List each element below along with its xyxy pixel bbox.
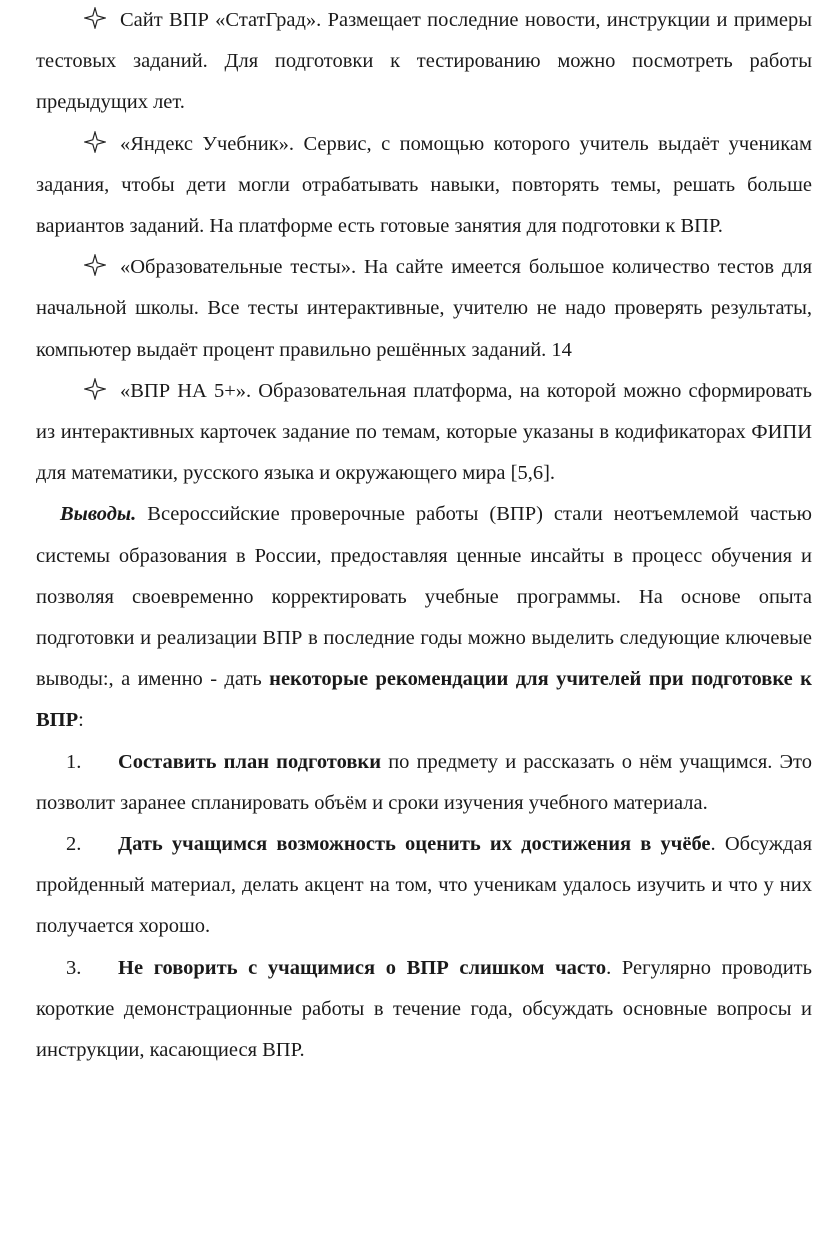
bullet-text: «ВПР НА 5+». Образовательная платформа, на которой можно сформировать из интерактивных карточек задание по темам, которые указаны в кодификаторах ФИПИ для математики, русского языка и окружающего мира [5,6]. <box>36 379 812 485</box>
recommendation-title: Не говорить с учащимися о ВПР слишком часто <box>118 956 607 979</box>
recommendation-text: по предмету и рассказать о нём учащимся. Это позволит заранее спланировать объём и сроки изучения учебного материала. <box>36 750 812 814</box>
conclusion-label: Выводы. <box>60 503 137 526</box>
bullet-text: «Образовательные тесты». На сайте имеется большое количество тестов для начальной школы. Все тесты интерактивные, учителю не надо проверять результаты, компьютер выдаёт процент правильно решённых заданий. 14 <box>36 256 812 361</box>
recommendation-title: Составить план подготовки <box>118 750 382 773</box>
diamond-outline-icon <box>84 371 120 412</box>
conclusion-paragraph <box>36 494 812 741</box>
diamond-outline-icon <box>84 247 120 288</box>
recommendation-title: Дать учащимся возможность оценить их достижения в учёбе <box>118 833 711 856</box>
diamond-outline-icon <box>84 124 120 165</box>
conclusion-end: : <box>78 709 84 732</box>
recommendation-text: . Регулярно проводить короткие демонстрационные работы в течение года, обсуждать основные вопросы и инструкции, касающиеся ВПР. <box>36 956 812 1062</box>
bullet-item <box>36 124 812 248</box>
bullet-item <box>36 0 812 124</box>
bullet-text: «Яндекс Учебник». Сервис, с помощью которого учитель выдаёт ученикам задания, чтобы дети могли отрабатывать навыки, повторять темы, решать больше вариантов заданий. На платформе есть готовые занятия для подготовки к ВПР. <box>36 132 812 238</box>
recommendation-item <box>36 742 812 824</box>
bullet-item <box>36 371 812 495</box>
recommendation-number: 3. <box>66 956 82 979</box>
conclusion-text: Всероссийские проверочные работы (ВПР) стали неотъемлемой частью системы образования в России, предоставляя ценные инсайты в процесс обучения и позволяя своевременно корректировать учебные программы. На основе опыта подготовки и реализации ВПР в последние годы можно выделить следующие ключевые выводы:, а именно - дать <box>36 503 812 691</box>
recommendation-text: . Обсуждая пройденный материал, делать акцент на том, что ученикам удалось изучить и что у них получается хорошо. <box>36 833 813 938</box>
recommendation-number: 1. <box>66 750 82 773</box>
recommendation-item <box>36 948 812 1072</box>
conclusion-bold-text: некоторые рекомендации для учителей при подготовке к ВПР <box>36 668 812 732</box>
recommendation-item <box>36 824 812 948</box>
recommendation-number: 2. <box>66 833 82 856</box>
bullet-text: Сайт ВПР «СтатГрад». Размещает последние новости, инструкции и примеры тестовых заданий. Для подготовки к тестированию можно посмотреть работы предыдущих лет. <box>36 9 812 114</box>
bullet-item <box>36 247 812 371</box>
diamond-outline-icon <box>84 0 120 41</box>
